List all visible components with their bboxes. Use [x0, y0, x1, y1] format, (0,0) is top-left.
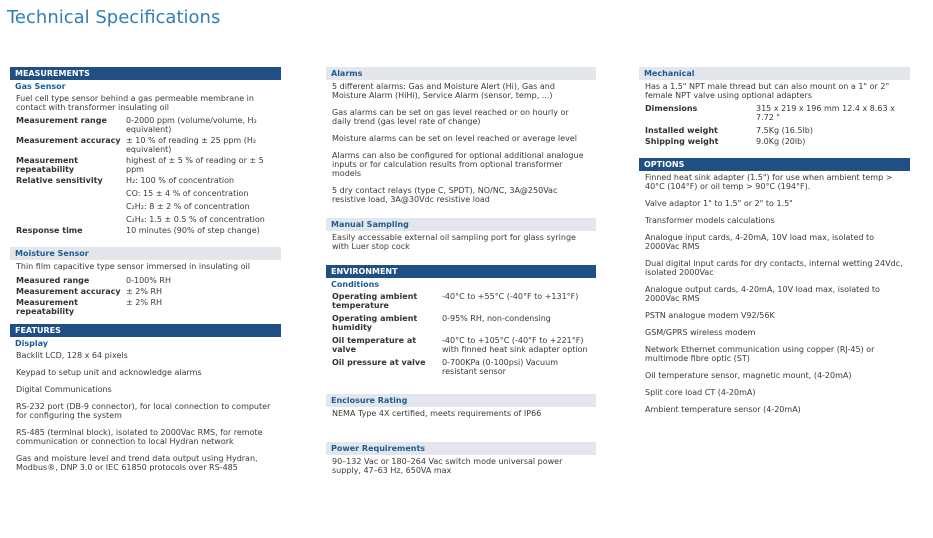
alarm-item: Moisture alarms can be set on level reached or average level — [332, 134, 577, 143]
spec-row — [639, 137, 910, 146]
spec-label: Operating ambient humidity — [332, 314, 418, 332]
alarm-item: Alarms can also be configured for optional additional analogue inputs or for calculation results from optional transformer models — [332, 151, 584, 178]
moisture-sensor-desc: Thin film capacitive type sensor immersed in insulating oil — [16, 262, 250, 271]
sensitivity-h2: H₂: 100 % of concentration — [126, 176, 235, 185]
display-title: Display — [15, 339, 48, 348]
spec-row — [10, 136, 281, 154]
options-header: OPTIONS — [639, 158, 910, 171]
enclosure-text: NEMA Type 4X certified, meets requirements of IP66 — [332, 409, 542, 418]
page-title: Technical Specifications — [7, 7, 221, 28]
moisture-sensor-header: Moisture Sensor — [10, 247, 281, 260]
option-item: Ambient temperature sensor (4-20mA) — [645, 405, 801, 414]
spec-label: Measurement range — [16, 116, 107, 125]
spec-row — [326, 292, 596, 310]
option-item: Oil temperature sensor, magnetic mount, (4-20mA) — [645, 371, 852, 380]
option-item: GSM/GPRS wireless modem — [645, 328, 756, 337]
spec-row — [10, 276, 281, 285]
spec-row — [10, 156, 281, 174]
power-header: Power Requirements — [326, 442, 596, 455]
feature-item: RS-485 (terminal block), isolated to 2000Vac RMS, for remote communication or connection to local Hydran network — [16, 428, 263, 446]
option-item: Analogue input cards, 4-20mA, 10V load max, isolated to 2000Vac RMS — [645, 233, 875, 251]
spec-label: Oil pressure at valve — [332, 358, 426, 367]
spec-row — [639, 104, 910, 122]
spec-label: Measured range — [16, 276, 90, 285]
manual-sampling-text: Easily accessable external oil sampling port for glass syringe with Luer stop cock — [332, 233, 576, 251]
power-text: 90–132 Vac or 180–264 Vac switch mode universal power supply, 47–63 Hz, 650VA max — [332, 457, 563, 475]
feature-item: Digital Communications — [16, 385, 112, 394]
alarm-item: 5 dry contact relays (type C, SPDT), NO/NC, 3A@250Vac resistive load, 3A@30Vdc resistive load — [332, 186, 558, 204]
column-right — [639, 67, 910, 422]
spec-value: ± 2% RH — [126, 287, 163, 296]
option-item: Finned heat sink adapter (1.5") for use when ambient temp > 40°C (104°F) or oil temp > 90°C (194°F). — [645, 173, 893, 191]
spec-label: Measurement accuracy — [16, 136, 121, 145]
spec-label: Oil temperature at valve — [332, 336, 417, 354]
spec-row — [639, 126, 910, 135]
spec-row — [10, 287, 281, 296]
spec-label: Relative sensitivity — [16, 176, 103, 185]
spec-value: 315 x 219 x 196 mm 12.4 x 8.63 x 7.72 " — [756, 104, 895, 122]
spec-value: ± 2% RH — [126, 298, 163, 307]
spec-row — [10, 298, 281, 316]
option-item: Analogue output cards, 4-20mA, 10V load max, isolated to 2000Vac RMS — [645, 285, 880, 303]
measurements-header: MEASUREMENTS — [10, 67, 281, 80]
spec-label: Dimensions — [645, 104, 698, 113]
feature-item: Gas and moisture level and trend data output using Hydran, Modbus®, DNP 3.0 or IEC 61850 protocols over RS-485 — [16, 454, 258, 472]
spec-value: -40°C to +105°C (-40°F to +221°F) with finned heat sink adapter option — [442, 336, 588, 354]
spec-value: 0-100% RH — [126, 276, 171, 285]
option-item: Network Ethernet communication using copper (RJ-45) or multimode fibre optic (ST) — [645, 345, 875, 363]
feature-item: Keypad to setup unit and acknowledge alarms — [16, 368, 202, 377]
spec-row — [326, 336, 596, 354]
option-item: Split core load CT (4-20mA) — [645, 388, 756, 397]
alarms-header: Alarms — [326, 67, 596, 80]
enclosure-header: Enclosure Rating — [326, 394, 596, 407]
spec-value: 0-700KPa (0-100psi) Vacuum resistant sensor — [442, 358, 558, 376]
conditions-title: Conditions — [331, 280, 380, 289]
feature-item: Backlit LCD, 128 x 64 pixels — [16, 351, 128, 360]
gas-sensor-desc: Fuel cell type sensor behind a gas permeable membrane in contact with transformer insulating oil — [16, 94, 254, 112]
spec-row — [326, 314, 596, 332]
sensitivity-co: CO: 15 ± 4 % of concentration — [126, 189, 249, 198]
alarm-item: Gas alarms can be set on gas level reached or on hourly or daily trend (gas level rate of change) — [332, 108, 569, 126]
alarm-item: 5 different alarms: Gas and Moisture Alert (Hi), Gas and Moisture Alarm (HiHi), Service Alarm (sensor, temp, ...) — [332, 82, 555, 100]
option-item: PSTN analogue modem V92/56K — [645, 311, 775, 320]
column-middle — [326, 67, 596, 483]
option-item: Transformer models calculations — [645, 216, 775, 225]
spec-label: Shipping weight — [645, 137, 719, 146]
features-header: FEATURES — [10, 324, 281, 337]
manual-sampling-header: Manual Sampling — [326, 218, 596, 231]
spec-row — [326, 358, 596, 376]
spec-value: 10 minutes (90% of step change) — [126, 226, 260, 235]
spec-row-sensitivity — [10, 176, 281, 224]
spec-value: 0-95% RH, non-condensing — [442, 314, 551, 323]
spec-value: 9.0Kg (20lb) — [756, 137, 806, 146]
spec-label: Measurement accuracy — [16, 287, 121, 296]
spec-label: Measurement repeatability — [16, 156, 78, 174]
spec-value: ± 10 % of reading ± 25 ppm (H₂ equivalent) — [126, 136, 257, 154]
feature-item: RS-232 port (DB-9 connector), for local connection to computer for configuring the system — [16, 402, 271, 420]
environment-header: ENVIRONMENT — [326, 265, 596, 278]
option-item: Valve adaptor 1" to 1.5" or 2" to 1.5" — [645, 199, 793, 208]
spec-row — [10, 116, 281, 134]
column-left — [10, 67, 281, 480]
option-item: Dual digital input cards for dry contacts, internal wetting 24Vdc, isolated 2000Vac — [645, 259, 903, 277]
spec-row — [10, 226, 281, 235]
spec-value: 0-2000 ppm (volume/volume, H₂ equivalent) — [126, 116, 257, 134]
spec-value — [126, 176, 275, 224]
gas-sensor-title: Gas Sensor — [15, 82, 66, 91]
spec-value: 7.5Kg (16.5lb) — [756, 126, 813, 135]
mechanical-text: Has a 1.5" NPT male thread but can also mount on a 1" or 2" female NPT valve using optional adapters — [645, 82, 890, 100]
mechanical-header: Mechanical — [639, 67, 910, 80]
sensitivity-c2h4: C₂H₄: 1.5 ± 0.5 % of concentration — [126, 215, 265, 224]
spec-value: -40°C to +55°C (-40°F to +131°F) — [442, 292, 579, 301]
spec-label: Installed weight — [645, 126, 718, 135]
spec-label: Measurement repeatability — [16, 298, 78, 316]
spec-value: highest of ± 5 % of reading or ± 5 ppm — [126, 156, 264, 174]
sensitivity-c2h2: C₂H₂: 8 ± 2 % of concentration — [126, 202, 250, 211]
spec-label: Operating ambient temperature — [332, 292, 418, 310]
spec-label: Response time — [16, 226, 83, 235]
